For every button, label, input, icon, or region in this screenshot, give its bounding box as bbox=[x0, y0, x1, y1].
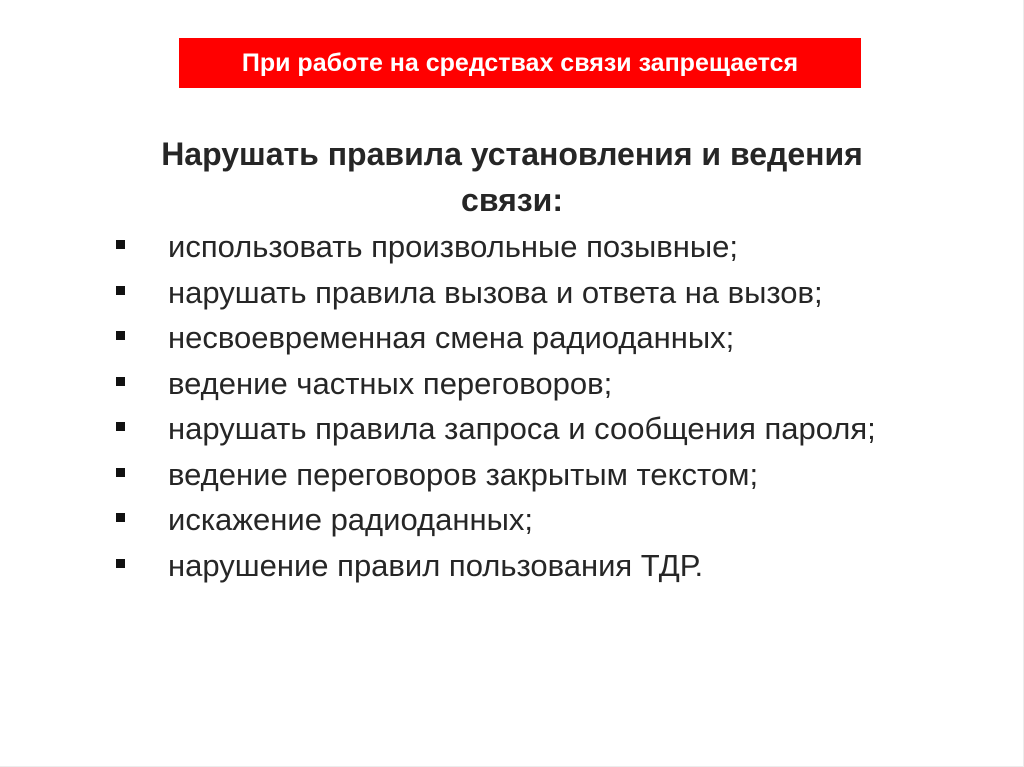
list-item bbox=[116, 452, 908, 498]
list-item-text: ведение переговоров закрытым текстом; bbox=[168, 456, 759, 492]
square-bullet-icon bbox=[116, 468, 125, 477]
square-bullet-icon bbox=[116, 422, 125, 431]
square-bullet-icon bbox=[116, 240, 125, 249]
list-item-text: нарушать правила запроса и сообщения пароля; bbox=[168, 411, 876, 446]
square-bullet-icon bbox=[116, 513, 125, 522]
list-item-text: ведение частных переговоров; bbox=[168, 365, 613, 401]
slide-heading: Нарушать правила установления и ведения связи: bbox=[161, 136, 863, 218]
list-item bbox=[116, 270, 908, 316]
list-item-text: использовать произвольные позывные; bbox=[168, 229, 739, 264]
list-item-text: несвоевременная смена радиоданных; bbox=[168, 320, 735, 355]
list-item bbox=[116, 361, 908, 407]
list-item bbox=[116, 543, 908, 589]
rules-list bbox=[116, 224, 908, 588]
square-bullet-icon bbox=[116, 331, 125, 340]
square-bullet-icon bbox=[116, 377, 125, 386]
list-item bbox=[116, 315, 908, 361]
square-bullet-icon bbox=[116, 559, 125, 568]
list-item-text: искажение радиоданных; bbox=[168, 502, 533, 537]
list-item bbox=[116, 406, 908, 452]
list-item-text: нарушение правил пользования ТДР. bbox=[168, 547, 704, 583]
list-item bbox=[116, 224, 908, 270]
list-item bbox=[116, 497, 908, 543]
list-item-text: нарушать правила вызова и ответа на вызов; bbox=[168, 274, 823, 310]
square-bullet-icon bbox=[116, 286, 125, 295]
slide-banner: При работе на средствах связи запрещается bbox=[179, 38, 861, 88]
